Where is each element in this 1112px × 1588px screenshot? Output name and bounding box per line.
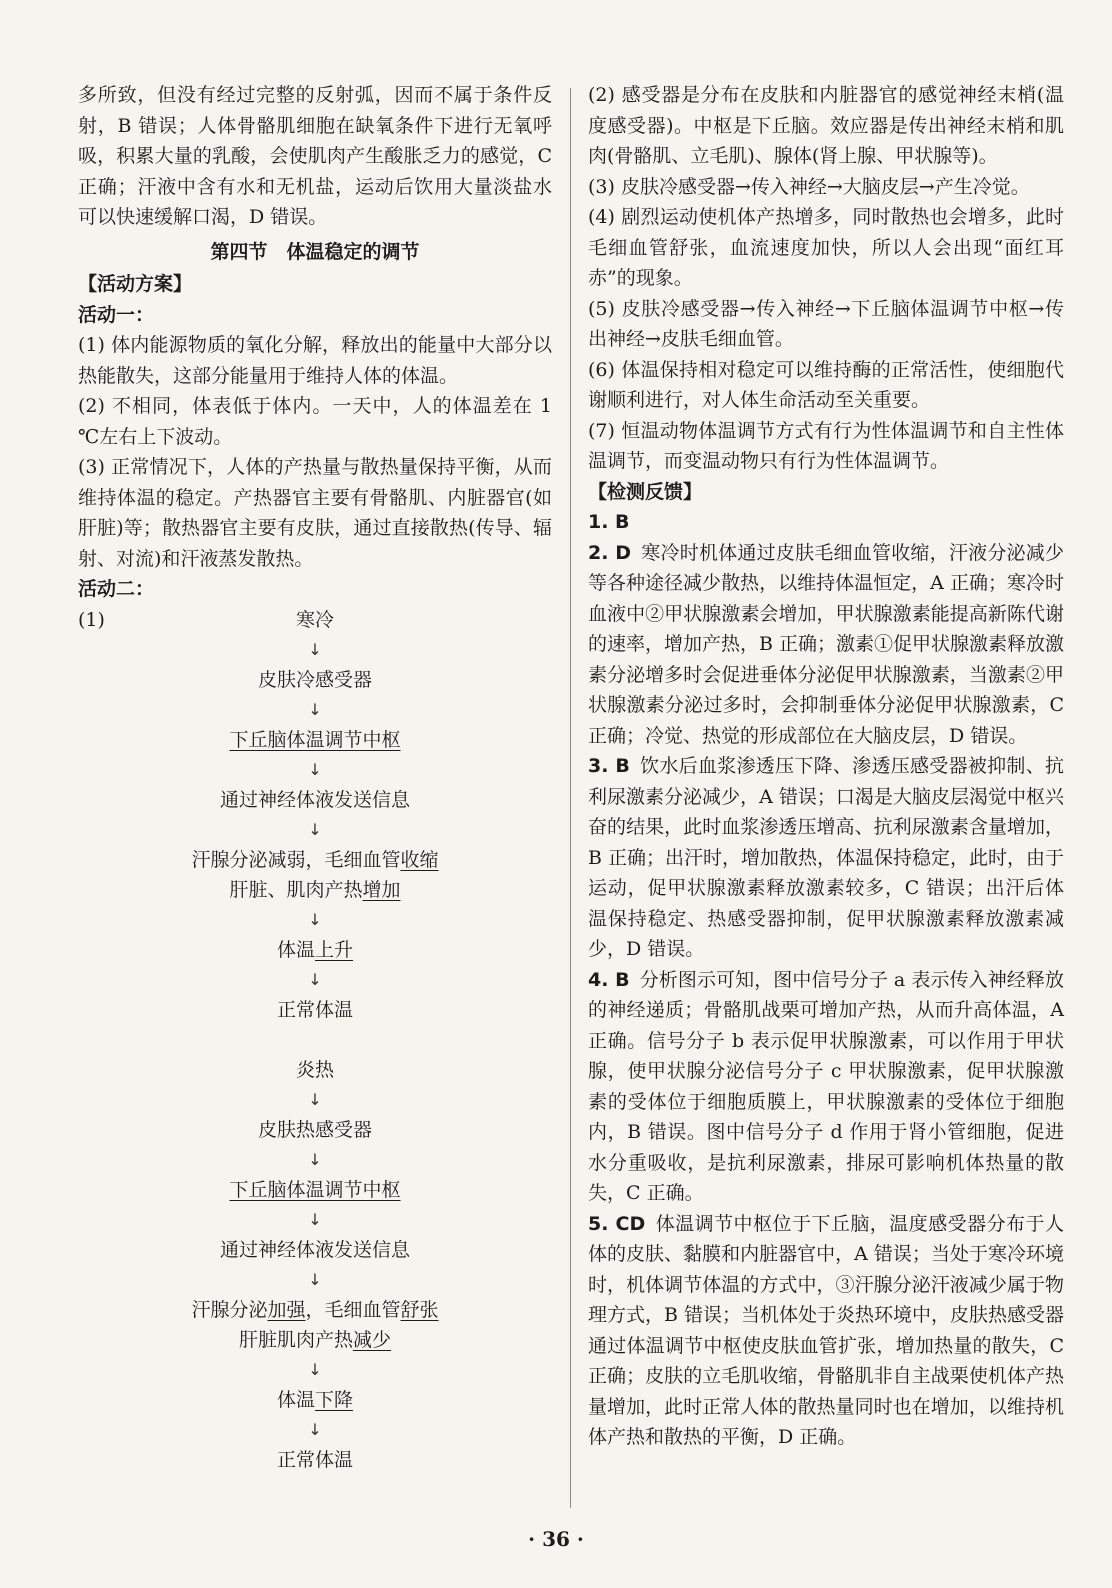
- cold-receptor: 皮肤冷感受器: [257, 668, 372, 691]
- hot-signal: 通过神经体液发送信息: [219, 1238, 410, 1261]
- hot-start: 炎热: [295, 1058, 334, 1081]
- activity-plan-heading: 【活动方案】: [78, 273, 193, 295]
- hot-effect-2: 肝脏肌肉产热减少: [238, 1328, 392, 1351]
- flowchart-label: (1): [78, 608, 105, 631]
- column-divider: [570, 88, 571, 1508]
- activity1-item-3: (3) 正常情况下，人体的产热量与散热量保持平衡，从而维持体温的稳定。产热器官主要有骨骼肌、内脏器官(如肝脏)等；散热器官主要有皮肤，通过直接散热(传导、辐射、对流)和汗液蒸发散热。: [78, 456, 552, 570]
- cold-end: 正常体温: [276, 998, 353, 1021]
- cold-center: 下丘脑体温调节中枢: [229, 728, 401, 751]
- activity2-item-7: (7) 恒温动物体温调节方式有行为性体温调节和自主性体温调节，而变温动物只有行为性体温调节。: [588, 419, 1064, 472]
- cold-start: 寒冷: [295, 608, 334, 631]
- cold-flow: [78, 605, 552, 1025]
- arrow-down-icon: ↓: [308, 1359, 322, 1379]
- intro-paragraph: 多所致，但没有经过完整的反射弧，因而不属于条件反射，B 错误；人体骨骼肌细胞在缺氧条件下进行无氧呼吸，积累大量的乳酸，会使肌肉产生酸胀乏力的感觉，C 正确；汗液中含有水和无机盐，运动后饮用大量淡盐水可以快速缓解口渴，D 错误。: [78, 84, 552, 228]
- cold-signal: 通过神经体液发送信息: [219, 788, 410, 811]
- arrow-down-icon: ↓: [308, 819, 322, 839]
- activity1-item-2: (2) 不相同，体表低于体内。一天中，人的体温差在 1 ℃左右上下波动。: [78, 395, 552, 448]
- page-number: · 36 ·: [528, 1527, 584, 1551]
- right-column: [588, 80, 1064, 1453]
- activity1-item-1: (1) 体内能源物质的氧化分解，释放出的能量中大部分以热能散失，这部分能量用于维持人体的体温。: [78, 334, 552, 387]
- hot-temp: 体温下降: [276, 1388, 354, 1411]
- arrow-down-icon: ↓: [308, 1209, 322, 1229]
- answer-1: 1. B: [588, 511, 630, 533]
- arrow-down-icon: ↓: [308, 1089, 322, 1109]
- hot-receptor: 皮肤热感受器: [257, 1118, 372, 1141]
- arrow-down-icon: ↓: [308, 969, 322, 989]
- activity2-item-5: (5) 皮肤冷感受器→传入神经→下丘脑体温调节中枢→传出神经→皮肤毛细血管。: [588, 297, 1064, 350]
- feedback-heading: 【检测反馈】: [588, 480, 703, 503]
- hot-flow: [78, 1055, 552, 1475]
- activity1-heading: 活动一：: [78, 303, 155, 326]
- activity2-item-6: (6) 体温保持相对稳定可以维持酶的正常活性，使细胞代谢顺利进行，对人体生命活动至关重要。: [588, 358, 1064, 411]
- arrow-down-icon: ↓: [308, 1419, 322, 1439]
- hot-center: 下丘脑体温调节中枢: [229, 1178, 401, 1201]
- section-title: 第四节 体温稳定的调节: [210, 240, 420, 263]
- cold-effect-2: 肝脏、肌肉产热增加: [229, 878, 401, 901]
- activity2-item-3: (3) 皮肤冷感受器→传入神经→大脑皮层→产生冷觉。: [588, 175, 1030, 198]
- thermoregulation-flowchart: [78, 605, 552, 1475]
- answer-3: 3. B 饮水后血浆渗透压下降、渗透压感受器被抑制、抗利尿激素分泌减少，A 错误；口渴是大脑皮层渴觉中枢兴奋的结果，此时血浆渗透压增高、抗利尿激素含量增加，B 正确；出汗时，增加散热，体温保持稳定，此时，由于运动，促甲状腺激素释放激素较多，C 错误；出汗后体温保持稳定、热感受器抑制，促甲状腺激素释放激素减少，D 错误。: [588, 755, 1065, 960]
- hot-end: 正常体温: [276, 1448, 353, 1471]
- arrow-down-icon: ↓: [308, 1149, 322, 1169]
- activity2-item-2: (2) 感受器是分布在皮肤和内脏器官的感觉神经末梢(温度感受器)。中枢是下丘脑。效应器是传出神经末梢和肌肉(骨骼肌、立毛肌)、腺体(肾上腺、甲状腺等)。: [588, 84, 1064, 167]
- left-column: [78, 80, 552, 1475]
- answer-4: 4. B 分析图示可知，图中信号分子 a 表示传入神经释放的神经递质；骨骼肌战栗可增加产热，从而升高体温，A 正确。信号分子 b 表示促甲状腺激素，可以作用于甲状腺，使甲状腺分泌信号分子 c 甲状腺激素，促甲状腺激素的受体位于细胞质膜上，甲状腺激素的受体位于细胞内，B 错误。图中信号分子 d 作用于肾小管细胞，促进水分重吸收，是抗利尿激素，排尿可影响机体热量的散失，C 正确。: [588, 968, 1064, 1204]
- cold-temp: 体温上升: [276, 938, 354, 961]
- arrow-down-icon: ↓: [308, 639, 322, 659]
- cold-effect-1: 汗腺分泌减弱，毛细血管收缩: [191, 848, 439, 871]
- arrow-down-icon: ↓: [308, 909, 322, 929]
- hot-effect-1: 汗腺分泌加强，毛细血管舒张: [191, 1298, 439, 1321]
- activity2-item-4: (4) 剧烈运动使机体产热增多，同时散热也会增多，此时毛细血管舒张，血流速度加快，所以人会出现“面红耳赤”的现象。: [588, 206, 1064, 289]
- arrow-down-icon: ↓: [308, 759, 322, 779]
- arrow-down-icon: ↓: [308, 1269, 322, 1289]
- arrow-down-icon: ↓: [308, 699, 322, 719]
- activity2-heading: 活动二：: [78, 578, 155, 600]
- answer-5: 5. CD 体温调节中枢位于下丘脑，温度感受器分布于人体的皮肤、黏膜和内脏器官中，A 错误；当处于寒冷环境时，机体调节体温的方式中，③汗腺分泌汗液减少属于物理方式，B 错误；当机体处于炎热环境中，皮肤热感受器通过体温调节中枢使皮肤血管扩张，增加热量的散失，C 正确；皮肤的立毛肌收缩，骨骼肌非自主战栗使机体产热量增加，此时正常人体的散热量同时也在增加，以维持机体产热和散热的平衡，D 正确。: [588, 1212, 1065, 1448]
- answer-2: 2. D 寒冷时机体通过皮肤毛细血管收缩，汗液分泌减少等各种途径减少散热，以维持体温恒定，A 正确；寒冷时血液中②甲状腺激素会增加，甲状腺激素能提高新陈代谢的速率，增加产热，B 正确；激素①促甲状腺激素释放激素分泌增多时会促进垂体分泌促甲状腺激素，当激素②甲状腺激素分泌过多时，会抑制垂体分泌促甲状腺激素，C 正确；冷觉、热觉的形成部位在大脑皮层，D 错误。: [588, 541, 1065, 747]
